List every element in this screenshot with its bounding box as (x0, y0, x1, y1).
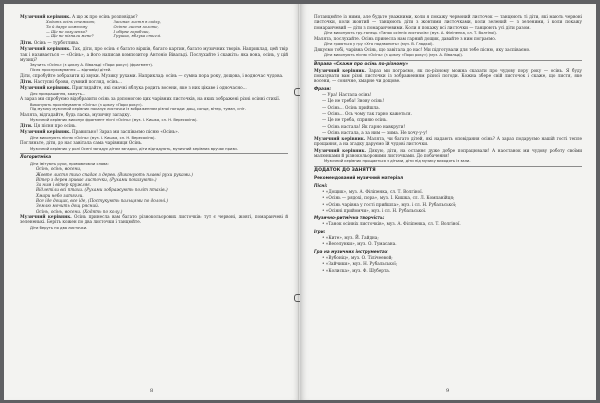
text-line: Музичний керівник. Так, діти, про осінь є багато віршів, багато картин, багато музичних творів. Наприклад, цей твір так і називається — «Осінь», а його написав композитор Антоніо Вівальді. Послухайте і скажіть: яка вона, осінь, у цій музиці? (20, 46, 288, 62)
phrase-item: — Осінь... Ось чому так гарно кажеться. (322, 110, 412, 116)
speaker-label: Музичний керівник. (314, 67, 366, 73)
book-spread (4, 4, 596, 400)
appendix-heading: ДОДАТОК ДО ЗАНЯТТЯ (314, 166, 582, 173)
logorhythm-line: Осінь, осінь, восени, (36, 166, 82, 172)
phrase-item: — Осінь настала! Як гарно навкруги! (322, 123, 406, 129)
phrases-list (314, 92, 582, 135)
text-line: Музичний керівник. Приглядайте, які смачні яблука родить восени, яке з них цікаве і одночасно... (20, 85, 247, 91)
text-line: Музичний керівник. Зараз ми пограємо, як по-різному можна сказати про чудову пору року — осінь. Я буду показувати вам різні листочки із зображенням різної погоди. Кожна збере свій листочок і скаже, що листя, яке восени, — сонячне, хмарне чи дощове. (314, 67, 582, 84)
right-top-text (314, 14, 582, 58)
page-number-left: 8 (150, 388, 154, 394)
text-line: Діти граються у гру «Хто подзвонить» (муз. В. Гладкої). (324, 41, 434, 46)
phrase-item: — Це не треба, сприяю осінь. (322, 117, 388, 123)
text-line: Після прослуховування — відповіді дітей. (30, 68, 112, 72)
instruments-heading: Гра на музичних інструментах (314, 248, 388, 254)
text-line: Діти, спробуйте зобразити ці звуки. Музику рухами. Наприклад: осінь — сумна пора року, дощова, і водночас чудова. (20, 72, 284, 78)
poem (20, 20, 288, 39)
page-number-right: 9 (446, 388, 450, 394)
text-line: Музичний керівник. А що ж про осінь розповідає? (20, 14, 138, 19)
songs-list (314, 189, 582, 213)
song-item: • «Дощик», муз. А. Філіпенка, сл. Т. Волгіної. (322, 188, 423, 194)
instrument-item: • «Вубоніц», муз. О. Тілічеевой; (322, 254, 393, 260)
instruments-list (314, 255, 582, 273)
games-heading: Ігри: (314, 228, 326, 234)
logorhythm-line: Хмари небо затягли. (36, 192, 84, 198)
right-page-content (314, 14, 582, 392)
left-page (4, 4, 300, 400)
text-line: Потанцюйте із ними, але будьте уважними, коли я покажу червоний листочок — танцюють ті діти, які мають червоні листочки, коли жовтий — танцюють діти з жовтими листочками, коли зелений — з зеленими, і коли покажу помаранчевий — діти з помаранчевими. Коли я покажу всі листочки — танцюють усі діти разом. (314, 14, 582, 30)
text-line: Музичний керівник. Дякую, діти, на останнє дуже добре попрацювали! А наостанок ми чудову роботу своїми малюнками й різнокольоровими листочками. До побачення! (314, 147, 582, 159)
left-mid-text (20, 40, 288, 151)
rhythm-item: • «Танок осінніх листочків», муз. А. Філіпенка, сл. Т. Волгіної. (322, 221, 461, 227)
text-line: Музичний керівник прощається з дітьми, діти під музику виходять із зали. (324, 159, 471, 164)
rhythm-list (314, 221, 582, 226)
text-line: Музичний керівник виконує фрагмент пісні «Осінь» (муз. І. Кишка, сл. Н. Вересокіна). (30, 118, 198, 123)
logorhythm-line: Жовте листя тихо спадає з дерев. (Виконують плавні рухи руками.) (36, 171, 193, 177)
speaker-label: Музичний керівник. (20, 213, 72, 219)
poem-column-2: Засинає листя в садку, Осіннє листя золоте, І обірве горобчик, Грушка, яблука стиглі. (113, 19, 162, 39)
text-line: Малята, відгадайте, будь ласка, музичну загадку. (20, 112, 131, 117)
logorhythm-line: Відлетіли всі птахи. (Рухами зображують політ птахів.) (36, 187, 168, 193)
exercise-text (314, 68, 582, 84)
rhythm-heading: Музично-ритмічна творчість: (314, 215, 385, 221)
text-line: Музичний керівник. Правильно! Зараз ми заспіваємо пісню «Осінь». (20, 129, 179, 135)
appendix-subheading: Рекомендований музичний матеріал (314, 175, 404, 181)
logorhythm-heading: Логоритміка (20, 153, 288, 160)
game-item: • «Ките», муз. Й. Гайдна; (322, 235, 379, 241)
left-page-content (20, 14, 288, 392)
text-line: А зараз ми спробуємо відобразити осінь за допомогою цих чарівних листочків, на яких зображені різні осінні стихії. (20, 96, 281, 102)
speaker-label: Музичний керівник. (20, 46, 71, 52)
song-item: • «Осінь — рядохі, пора», муз. І. Кишка, сл. Л. Компанійця; (322, 195, 455, 201)
logorhythm-line: Діти імітують рухи, промовляючи слова: (30, 161, 109, 166)
songs-heading: Пісні: (314, 182, 328, 188)
games-list (314, 235, 582, 247)
text-line: Діти. Осінь — турботлива. (20, 40, 80, 46)
right-page (300, 4, 596, 400)
text-line: Діти. Ця пісня про осінь. (20, 123, 77, 128)
text-line: Діти виконують пісню «Осінь» (муз. І. Кишка, сл. Н. Вересокіна). (30, 135, 156, 140)
speaker-label: Діти. (20, 123, 33, 128)
game-item: • «Веселунки», муз. О. Тумасана. (322, 241, 397, 247)
text-line: Погляньте, діти, до нас завітала сама чарівниця Осінь. (20, 140, 143, 146)
after-phrases-text (314, 136, 582, 164)
logorhythm-text (20, 162, 288, 214)
phrase-item: — Осінь настала, а за ним — зима. Не хочу-у-у! (322, 129, 428, 135)
logorhythm-line: Вітер з дерев зриває листочки, (Рухами показують.) (36, 176, 157, 182)
phrase-item: — Осінь... Осінь прийшла. (322, 104, 380, 110)
phrase-item: — Ура! Настала осінь! (322, 92, 372, 98)
logorhythm-line: Все іде дощик, все іде, (Постукують пальцями по долоні.) (36, 198, 169, 204)
instrument-item: • «Зайчики», муз. Н. Рубальської; (322, 261, 398, 267)
text-line: Дякуємо тобі, чарівна Осінь, що завітала до нас! Ми підготували для тебе пісню, яку заспіваємо. (314, 46, 531, 52)
text-line: Музичний керівник. Малята, чи багато дітей, які надають оповідання осінь? А зараз подаруємо нашій гості тепле прощання, а на згадку даруємо їй чудові листочки. (314, 136, 582, 147)
speaker-label: Музичний керівник. (314, 147, 366, 153)
logorhythm-line: За ним і вітер кружляє. (36, 182, 92, 188)
speaker-label: Діти. (20, 79, 33, 84)
left-bottom-text (20, 214, 288, 230)
instrument-item: • «Колиска», муз. Ф. Шуберта. (322, 267, 391, 273)
speaker-label: Музичний керівник. (20, 85, 71, 91)
text-line: Звучить «Осінь» (з циклу А. Вівальді «Пори року») (фрагмент). (30, 63, 153, 68)
phrases-heading: Фрази: (314, 85, 332, 91)
song-item: • «Осінь чарівна у гості прийшла», муз. і сл. Н. Рубальської; (322, 201, 457, 207)
text-line: Музичний керівник. Осінь принесла вам багато різнокольорових листочків: тут є червоні, жовті, помаранчеві й зелененькі. Беріть кожен по два листочки і танцюйте. (20, 213, 288, 225)
speaker-label: Музичний керівник. (314, 136, 366, 142)
text-line: Діти. Наступні брови, сумний погляд, осінь... (20, 79, 122, 84)
song-item: • «Осінні прийомчи», муз. і сл. Н. Рубальської. (322, 207, 427, 213)
speaker-label: Музичний керівник. (20, 14, 71, 19)
text-line: Для прикрашання, кажуть... (30, 91, 86, 96)
text-line: Діти виконують гру-танець «Танок осінніх листочків» (муз. А. Філіпенка, сл. Т. Волгіної). (324, 30, 497, 35)
logorhythm-line: Осінь, осінь, восени. (Ходять по колу.) (36, 208, 123, 214)
poem-column-1: Ходить осінь стежкою, Та й дарує кожному — Ще не зозуленко? — Ще не пізнали мене? (46, 19, 96, 39)
speaker-label: Музичний керівник. (20, 129, 71, 135)
phrase-item: — Це не треба! Знову осінь! (322, 98, 385, 104)
text-line: Діти виконують пісню «Осінь» (з циклу «Пори року») (муз. А. Вівальді). (324, 52, 463, 57)
text-line: Діти беруть по два листочки. (30, 225, 88, 230)
logorhythm-line: Землю мочить дощ рясний. (36, 203, 100, 209)
text-line: Виконують проспівування «Осінь» (з циклу «Пори року»). (30, 102, 143, 107)
exercise-heading: Вправа «Скажи про осінь по-різному» (314, 60, 582, 67)
text-line: Музичний керівник у ролі Осені загадує дітям загадки, діти відгадують, музичний керівник вручає призи. (30, 146, 238, 151)
text-line: Під музику музичний керівник показує листочки із зображенням різної погоди: дощ, сонце, вітер, туман, сніг. (30, 107, 246, 112)
speaker-label: Діти. (20, 40, 33, 46)
text-line: Малята, послухайте. Осінь принесла нам гарний дощик, давайте з ним пограємо. (314, 35, 497, 41)
